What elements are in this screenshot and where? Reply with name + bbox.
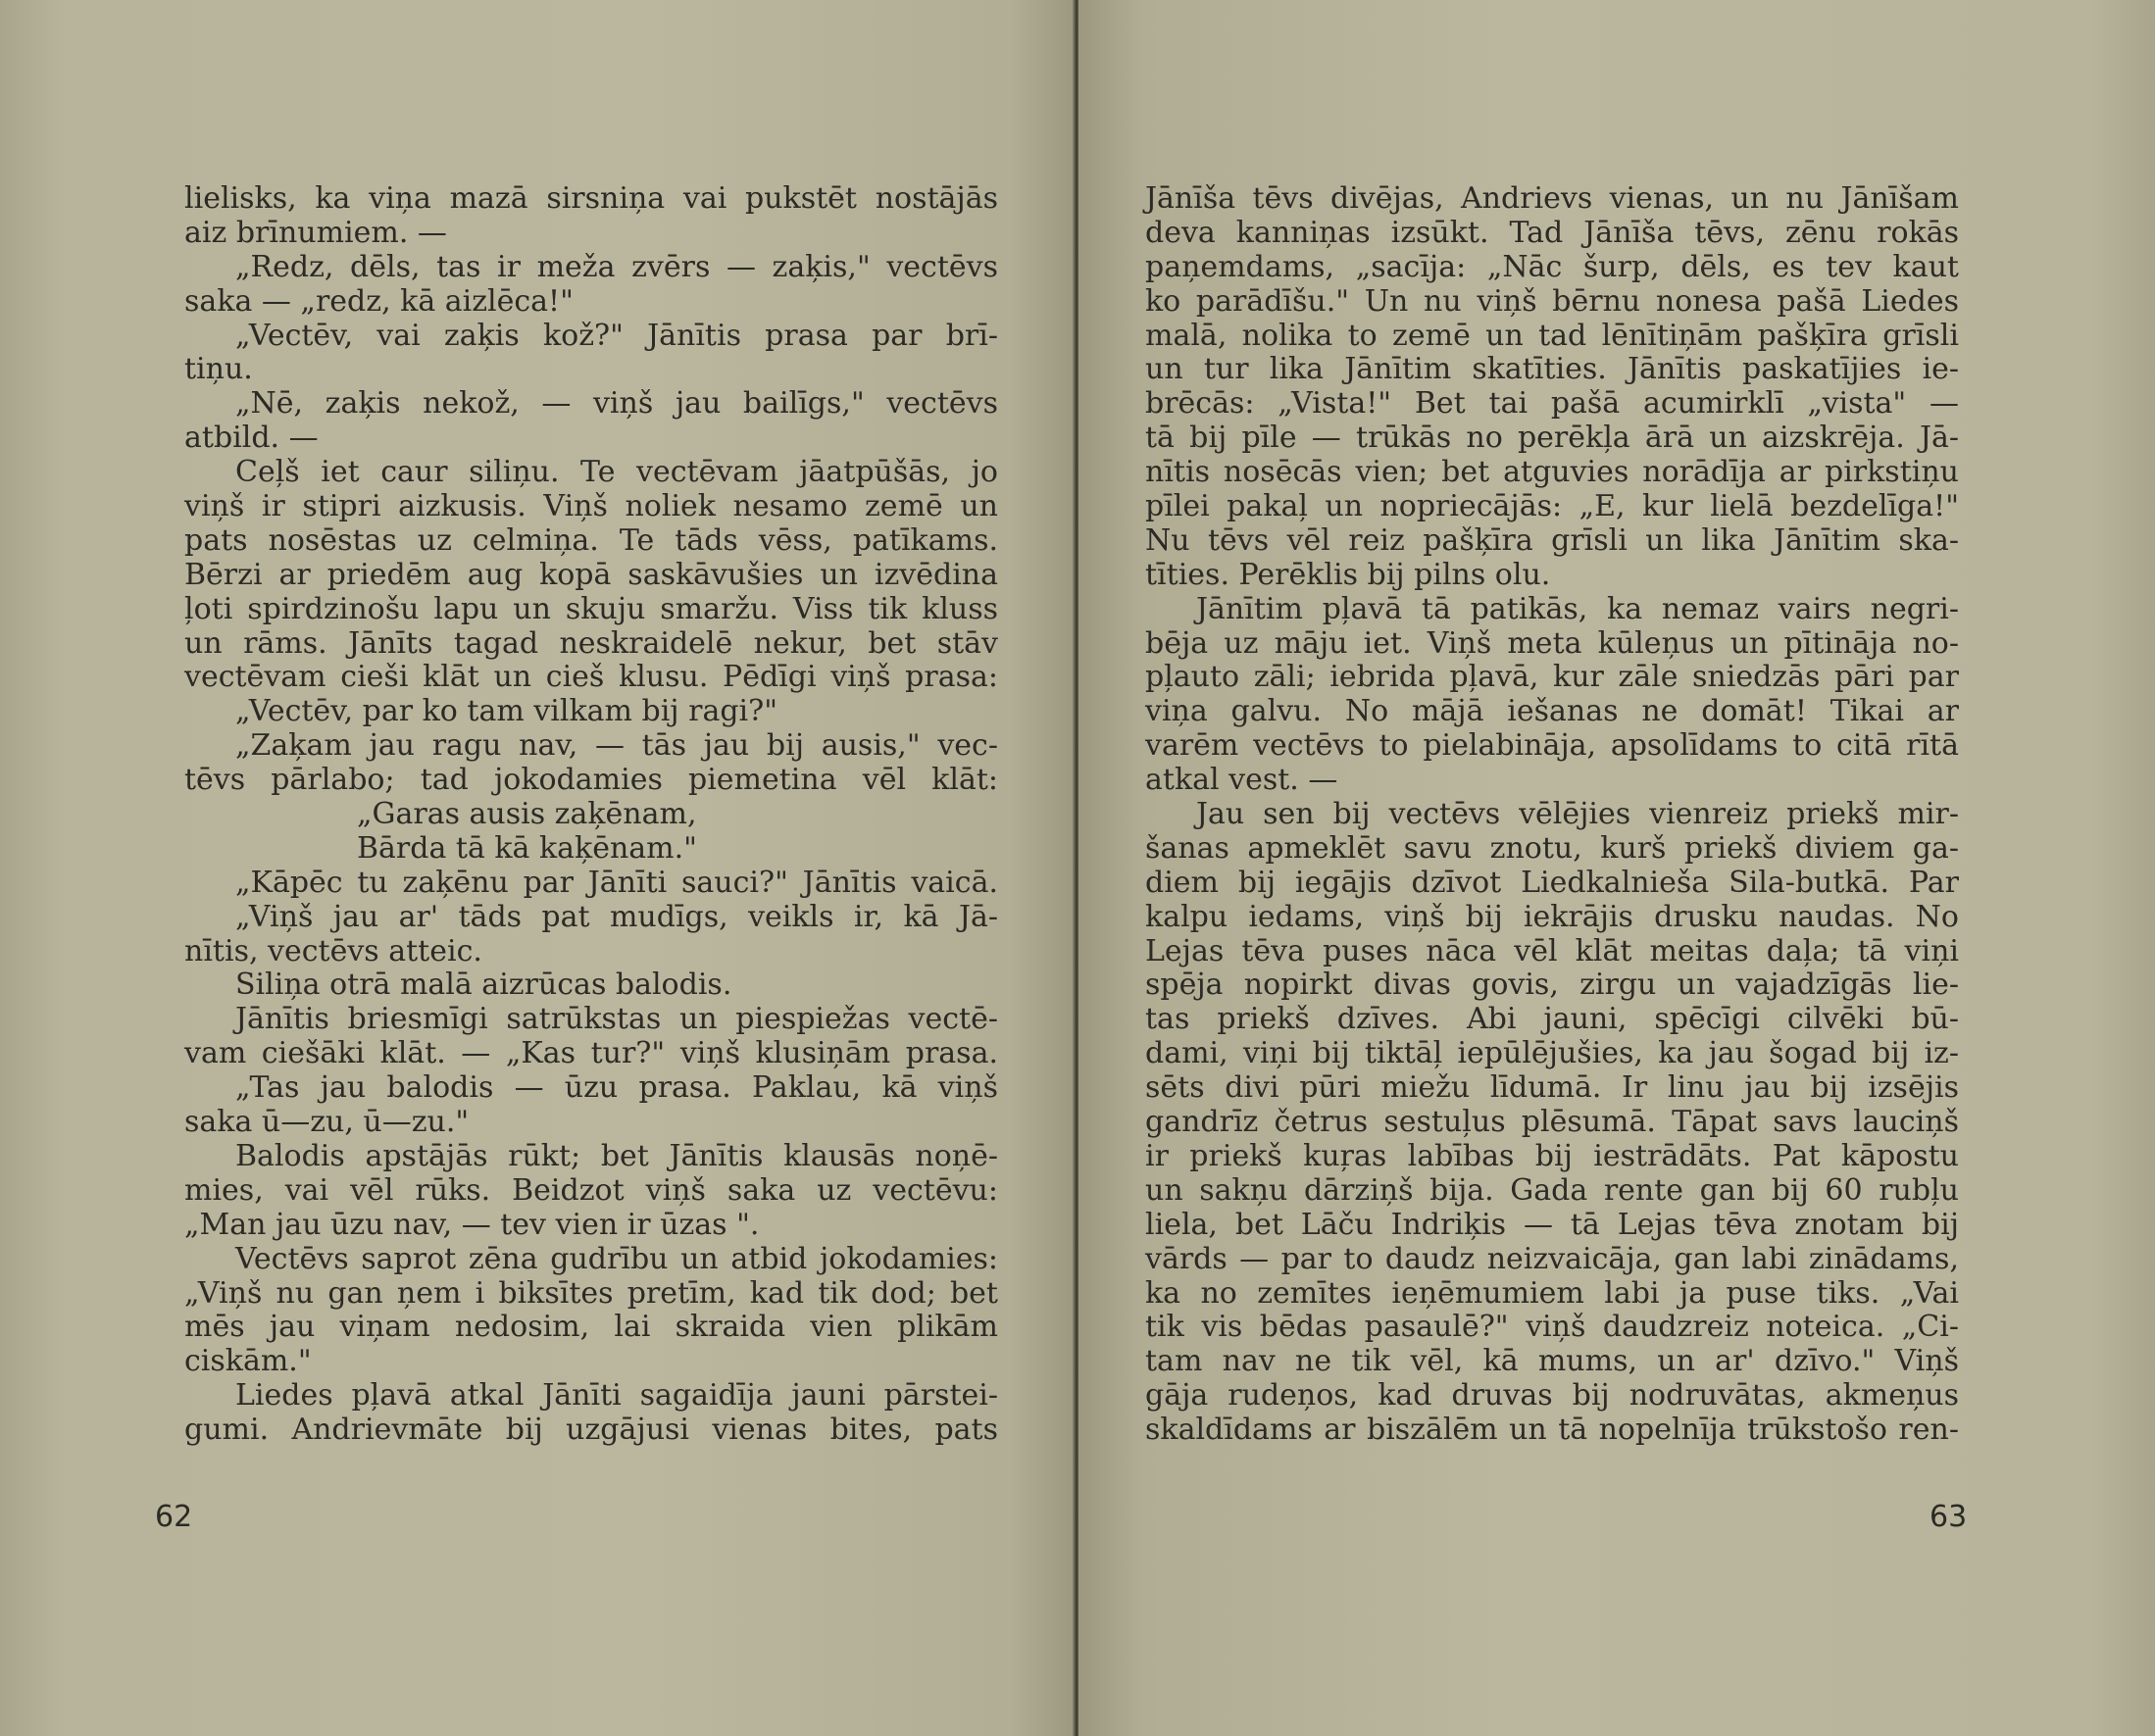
text-line: pīlei pakaļ un nopriecājās: „E, kur lielā bezdelīga!" — [1145, 489, 1959, 524]
text-line: ļoti spirdzinošu lapu un skuju smaržu. Viss tik kluss — [184, 591, 998, 626]
text-line: „Vectēv, par ko tam vilkam bij ragi?" — [235, 694, 778, 729]
text-line: aiz brīnumiem. — — [184, 215, 447, 250]
left-page — [0, 0, 1075, 1736]
text-line: malā, nolika to zemē un tad lēnītiņām pašķīra grīsli — [1145, 318, 1959, 353]
text-line: atkal vest. — — [1145, 763, 1338, 798]
text-line: brēcās: „Vista!" Bet tai pašā acumirklī „vista" — — [1145, 386, 1959, 422]
text-line: „Viņš jau ar' tāds pat mudīgs, veikls ir, kā Jā- — [235, 899, 998, 934]
page-number: 62 — [155, 1500, 193, 1534]
text-line: „Zaķam jau ragu nav, — tās jau bij ausis," vec- — [235, 728, 998, 764]
text-line: un rāms. Jānīts tagad neskraidelē nekur, bet stāv — [184, 625, 998, 661]
text-line: sēts divi pūri miežu līdumā. Ir linu jau bij izsējis — [1145, 1070, 1959, 1106]
text-line: vectēvam cieši klāt un cieš klusu. Pēdīgi viņš prasa: — [184, 660, 998, 695]
text-line: kalpu iedams, viņš bij iekrājis drusku naudas. No — [1145, 899, 1959, 934]
text-line: „Viņš nu gan ņem i biksītes pretīm, kad tik dod; bet — [184, 1275, 998, 1311]
text-line: Jānīša tēvs divējas, Andrievs vienas, un nu Jānīšam — [1145, 181, 1959, 216]
text-line: „Tas jau balodis — ūzu prasa. Paklau, kā viņš — [235, 1070, 998, 1106]
text-line: Bērzi ar priedēm aug kopā saskāvušies un izvēdina — [184, 557, 998, 592]
text-line: saka ū—zu, ū—zu." — [184, 1105, 470, 1140]
text-line: vārds — par to daudz neizvaicāja, gan labi zinādams, — [1145, 1241, 1959, 1276]
text-line: nītis, vectēvs atteic. — [184, 933, 482, 968]
text-line: ir priekš kuŗas labības bij iestrādāts. Pat kāpostu — [1145, 1138, 1959, 1173]
text-line: ko parādīšu." Un nu viņš bērnu nonesa pašā Liedes — [1145, 283, 1959, 319]
text-line: gumi. Andrievmāte bij uzgājusi vienas bites, pats — [184, 1413, 998, 1448]
text-line: tik vis bēdas pasaulē?" viņš daudzreiz noteica. „Ci- — [1145, 1310, 1959, 1345]
text-line: un tur lika Jānītim skatīties. Jānītis paskatījies ie- — [1145, 352, 1959, 387]
text-line: mies, vai vēl rūks. Beidzot viņš saka uz vectēvu: — [184, 1172, 998, 1208]
text-line: Siliņa otrā malā aizrūcas balodis. — [235, 967, 732, 1003]
text-line: viņš ir stipri aizkusis. Viņš noliek nesamo zemē un — [184, 489, 998, 524]
text-line: ka no zemītes ieņēmumiem labi ja puse tiks. „Vai — [1145, 1275, 1959, 1311]
text-line: tiņu. — [184, 352, 253, 387]
verse-line: „Garas ausis zaķēnam, — [357, 797, 697, 832]
page-number: 63 — [1929, 1500, 1968, 1534]
text-line: mēs jau viņam nedosim, lai skraida vien plikām — [184, 1310, 998, 1345]
text-line: lielisks, ka viņa mazā sirsniņa vai pukstēt nostājās — [184, 181, 998, 216]
text-line: vam ciešāki klāt. — „Kas tur?" viņš klusiņām prasa. — [184, 1036, 998, 1071]
text-line: gandrīz četrus sestuļus plēsumā. Tāpat savs lauciņš — [1145, 1105, 1959, 1140]
text-line: spēja nopirkt divas govis, zirgu un vajadzīgās lie- — [1145, 967, 1959, 1003]
text-line: tīties. Perēklis bij pilns olu. — [1145, 557, 1551, 592]
verse-line: Bārda tā kā kaķēnam." — [357, 830, 697, 866]
text-line: tas priekš dzīves. Abi jauni, spēcīgi cilvēki bū- — [1145, 1002, 1959, 1037]
text-line: Jānītis briesmīgi satrūkstas un piespiežas vectē- — [235, 1002, 998, 1037]
text-line: tam nav ne tik vēl, kā mums, un ar' dzīvo." Viņš — [1145, 1344, 1959, 1379]
text-line: atbild. — — [184, 421, 319, 456]
text-line: dami, viņi bij tiktāļ iepūlējušies, ka jau šogad bij iz- — [1145, 1036, 1959, 1071]
text-line: nītis nosēcās vien; bet atguvies norādīja ar pirkstiņu — [1145, 455, 1959, 490]
text-line: un sakņu dārziņš bija. Gada rente gan bij 60 rubļu — [1145, 1172, 1959, 1208]
text-line: Jau sen bij vectēvs vēlējies vienreiz priekš mir- — [1196, 797, 1959, 832]
text-line: Lejas tēva puses nāca vēl klāt meitas daļa; tā viņi — [1145, 933, 1959, 968]
text-line: „Man jau ūzu nav, — tev vien ir ūzas ". — [184, 1207, 760, 1242]
right-page — [1078, 0, 2155, 1736]
left-text-column — [184, 182, 998, 1448]
text-line: viņa galvu. No mājā iešanas ne domāt! Tikai ar — [1145, 694, 1959, 729]
text-line: šanas apmeklēt savu znotu, kurš priekš diviem ga- — [1145, 830, 1959, 866]
text-line: Liedes pļavā atkal Jānīti sagaidīja jauni pārstei- — [235, 1378, 998, 1414]
text-line: Vectēvs saprot zēna gudrību un atbid jokodamies: — [235, 1241, 998, 1276]
text-line: skaldīdams ar biszālēm un tā nopelnīja trūkstošo ren- — [1145, 1413, 1959, 1448]
text-line: „Nē, zaķis nekož, — viņš jau bailīgs," vectēvs — [235, 386, 998, 422]
text-line: paņemdams, „sacīja: „Nāc šurp, dēls, es tev kaut — [1145, 249, 1959, 284]
text-line: tēvs pārlabo; tad jokodamies piemetina vēl klāt: — [184, 763, 998, 798]
text-line: pats nosēstas uz celmiņa. Te tāds vēss, patīkams. — [184, 522, 998, 558]
text-line: Ceļš iet caur siliņu. Te vectēvam jāatpūšās, jo — [235, 455, 998, 490]
text-line: ciskām." — [184, 1344, 312, 1379]
text-line: varēm vectēvs to pielabināja, apsolīdams to citā rītā — [1145, 728, 1959, 764]
text-line: gāja rudeņos, kad druvas bij nodruvātas, akmeņus — [1145, 1378, 1959, 1414]
text-line: bēja uz māju iet. Viņš meta kūleņus un pītināja no- — [1145, 625, 1959, 661]
text-line: saka — „redz, kā aizlēca!" — [184, 283, 574, 319]
text-line: „Kāpēc tu zaķēnu par Jānīti sauci?" Jānītis vaicā. — [235, 865, 998, 900]
text-line: Nu tēvs vēl reiz pašķīra grīsli un lika Jānītim ska- — [1145, 522, 1959, 558]
text-line: pļauto zāli; iebrida pļavā, kur zāle sniedzās pāri par — [1145, 660, 1959, 695]
text-line: diem bij iegājis dzīvot Liedkalnieša Sila-butkā. Par — [1145, 865, 1959, 900]
text-line: „Redz, dēls, tas ir meža zvērs — zaķis," vectēvs — [235, 249, 998, 284]
text-line: liela, bet Lāču Indriķis — tā Lejas tēva znotam bij — [1145, 1207, 1959, 1242]
text-line: „Vectēv, vai zaķis kož?" Jānītis prasa par brī- — [235, 318, 998, 353]
right-text-column — [1145, 182, 1959, 1448]
text-line: deva kanniņas izsūkt. Tad Jānīša tēvs, zēnu rokās — [1145, 215, 1959, 250]
text-line: Jānītim pļavā tā patikās, ka nemaz vairs negri- — [1196, 591, 1959, 626]
text-line: Balodis apstājās rūkt; bet Jānītis klausās noņē- — [235, 1138, 998, 1173]
text-line: tā bij pīle — trūkās no perēkļa ārā un aizskrēja. Jā- — [1145, 421, 1959, 456]
